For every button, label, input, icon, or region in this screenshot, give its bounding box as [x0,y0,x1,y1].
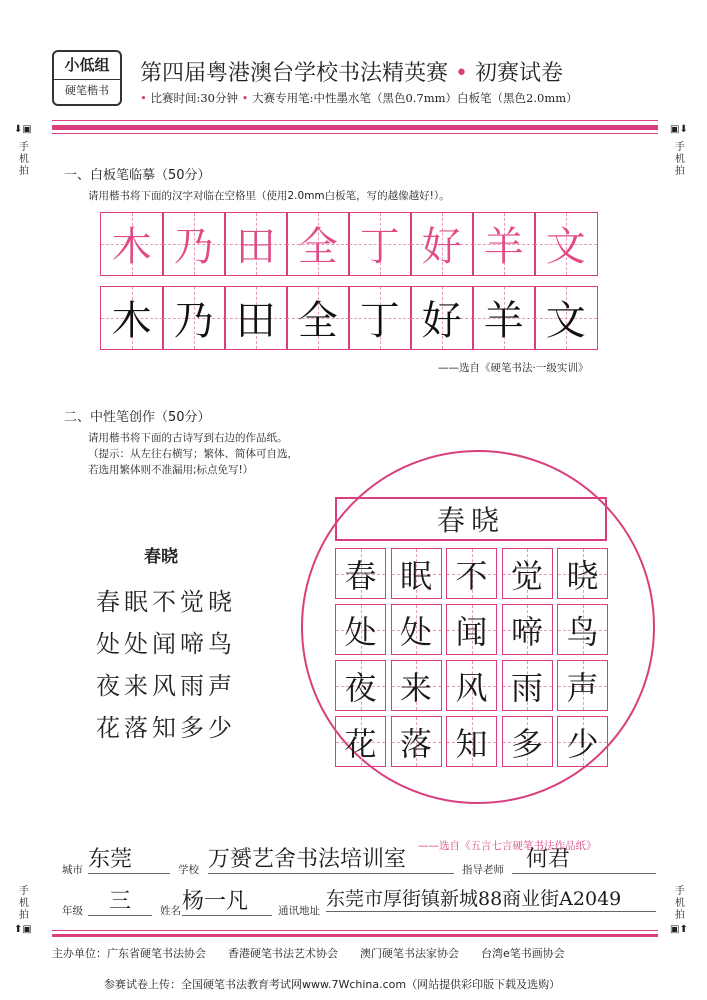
camera-icon: ▣⬇ [670,124,688,135]
side-label-bottom-left: 手机拍 [19,886,29,921]
work-grid-row [335,548,608,599]
copy-cell-char: 木 [111,298,152,345]
school-label: 学校 [178,864,199,876]
model-cell [534,212,598,276]
bullet-icon: • [140,91,147,105]
work-char: 鸟 [566,612,599,651]
model-cell [286,212,350,276]
section2-instruction-1: 请用楷书将下面的古诗写到右边的作品纸。 [88,432,288,444]
pen-rule: 大赛专用笔:中性墨水笔（黑色0.7mm）白板笔（黑色2.0mm） [252,91,578,105]
work-grid-row [335,604,608,655]
work-char: 觉 [510,556,543,595]
camera-icon: ⬇▣ [14,124,32,135]
work-cell [557,660,608,711]
section2-source: ——选自《五言七言硬笔书法作品纸》 [418,840,597,852]
work-cell [335,548,386,599]
work-cell [557,716,608,767]
model-grid [100,212,598,276]
work-cell [446,604,497,655]
work-cell [446,660,497,711]
work-cell [557,604,608,655]
title-main: 第四届粤港澳台学校书法精英赛 [140,61,449,86]
work-char: 少 [566,724,599,763]
work-cell [502,716,553,767]
grade-label: 年级 [62,905,83,917]
title-dot: • [455,61,468,86]
work-char: 多 [510,724,543,763]
section2-instruction-2: （提示：从左往右横写；繁体、简体可自选， [88,448,298,460]
city-label: 城市 [62,864,83,876]
side-label-top-right: 手机拍 [675,142,685,177]
section2-title: 二、中性笔创作（50分） [64,410,211,425]
work-char: 声 [566,668,599,707]
header-rule [52,125,658,130]
copy-cell [100,286,164,350]
time-rule: 比赛时间:30分钟 [150,91,238,105]
work-char: 眠 [399,556,432,595]
copy-cell-char: 好 [421,298,462,345]
model-cell-char: 全 [297,224,338,271]
copy-cell [472,286,536,350]
work-cell [335,604,386,655]
copy-cell [534,286,598,350]
footer-rule-thin [52,930,658,931]
work-cell [502,660,553,711]
model-cell-char: 文 [545,224,586,271]
work-cell [391,604,442,655]
work-cell [557,548,608,599]
teacher-field[interactable]: 何君 [512,842,656,874]
camera-icon: ⬆▣ [14,924,32,935]
section1-instruction: 请用楷书将下面的汉字对临在空格里（使用2.0mm白板笔，写的越像越好!）。 [88,190,450,202]
address-field[interactable]: 东莞市厚街镇新城88商业街A2049 [326,884,656,912]
model-cell [162,212,226,276]
copy-cell [410,286,474,350]
work-char: 春 [344,556,377,595]
name-field[interactable]: 杨一凡 [182,884,272,916]
work-cell [502,604,553,655]
upload-info: 参赛试卷上传：全国硬笔书法教育考试网www.7Wchina.com（网站提供彩印版下载及选购） [104,978,561,991]
copy-cell [348,286,412,350]
work-title: 春晓 [436,504,505,537]
poem-line: 春眠不觉晓 [96,588,236,616]
work-char: 晓 [566,556,599,595]
model-cell-char: 丁 [359,224,400,271]
model-cell-char: 田 [235,224,276,271]
work-cell [391,716,442,767]
model-cell-char: 木 [111,224,152,271]
badge-style-label: 硬笔楷书 [65,84,109,97]
work-cell [391,548,442,599]
model-cell-char: 好 [421,224,462,271]
side-label-bottom-right: 手机拍 [675,886,685,921]
section1-title: 一、白板笔临摹（50分） [64,168,211,183]
model-cell [410,212,474,276]
poem-line: 处处闻啼鸟 [96,630,236,658]
model-cell [100,212,164,276]
footer-rule [52,934,658,937]
model-cell-char: 乃 [173,224,214,271]
work-cell [502,548,553,599]
work-char: 处 [344,612,377,651]
work-grid-row [335,660,608,711]
teacher-label: 指导老师 [462,864,504,876]
copy-cell-char: 全 [297,298,338,345]
camera-icon: ▣⬆ [670,924,688,935]
poem-title: 春晓 [144,547,178,567]
name-label: 姓名 [160,905,181,917]
copy-grid [100,286,598,350]
model-cell [224,212,288,276]
copy-cell [224,286,288,350]
model-cell [472,212,536,276]
copy-cell-char: 丁 [359,298,400,345]
work-grid [335,548,608,772]
header-rule-thin [52,120,658,121]
bullet-icon: • [241,91,249,105]
badge-group-label: 小低组 [54,52,120,80]
work-cell [335,660,386,711]
city-field[interactable]: 东莞 [88,842,170,874]
work-char: 花 [344,724,377,763]
section1-source: ——选自《硬笔书法·一级实训》 [438,362,589,374]
work-char: 雨 [510,668,543,707]
work-char: 知 [455,724,488,763]
copy-cell [162,286,226,350]
exam-rules [140,90,578,106]
work-title-box [335,497,607,541]
copy-cell-char: 乃 [173,298,214,345]
section2-instruction-3: 若选用繁体则不准漏用;标点免写!） [88,464,254,476]
work-char: 来 [399,668,432,707]
copy-cell [286,286,350,350]
model-cell-char: 羊 [483,224,524,271]
school-field[interactable]: 万赟艺舍书法培训室 [208,842,454,874]
address-label: 通讯地址 [278,905,320,917]
poem-line: 花落知多少 [96,714,236,742]
work-cell [391,660,442,711]
copy-cell-char: 田 [235,298,276,345]
grade-field[interactable]: 三 [88,884,152,916]
work-grid-row [335,716,608,767]
work-cell [446,548,497,599]
work-cell [335,716,386,767]
work-char: 落 [399,724,432,763]
side-label-top-left: 手机拍 [19,142,29,177]
paper-title [140,56,563,87]
work-char: 啼 [510,612,543,651]
work-char: 不 [455,556,488,595]
work-cell [446,716,497,767]
header-rule-thin [52,133,658,134]
work-char: 风 [455,668,488,707]
copy-cell-char: 文 [545,298,586,345]
poem-line: 夜来风雨声 [96,672,236,700]
organizers: 主办单位：广东省硬笔书法协会 香港硬笔书法艺术协会 澳门硬笔书法家协会 台湾e笔书画协会 [52,947,565,960]
group-badge [52,50,122,106]
work-char: 处 [399,612,432,651]
copy-cell-char: 羊 [483,298,524,345]
title-tail: 初赛试卷 [475,61,564,86]
model-cell [348,212,412,276]
work-char: 闻 [455,612,488,651]
work-char: 夜 [344,668,377,707]
